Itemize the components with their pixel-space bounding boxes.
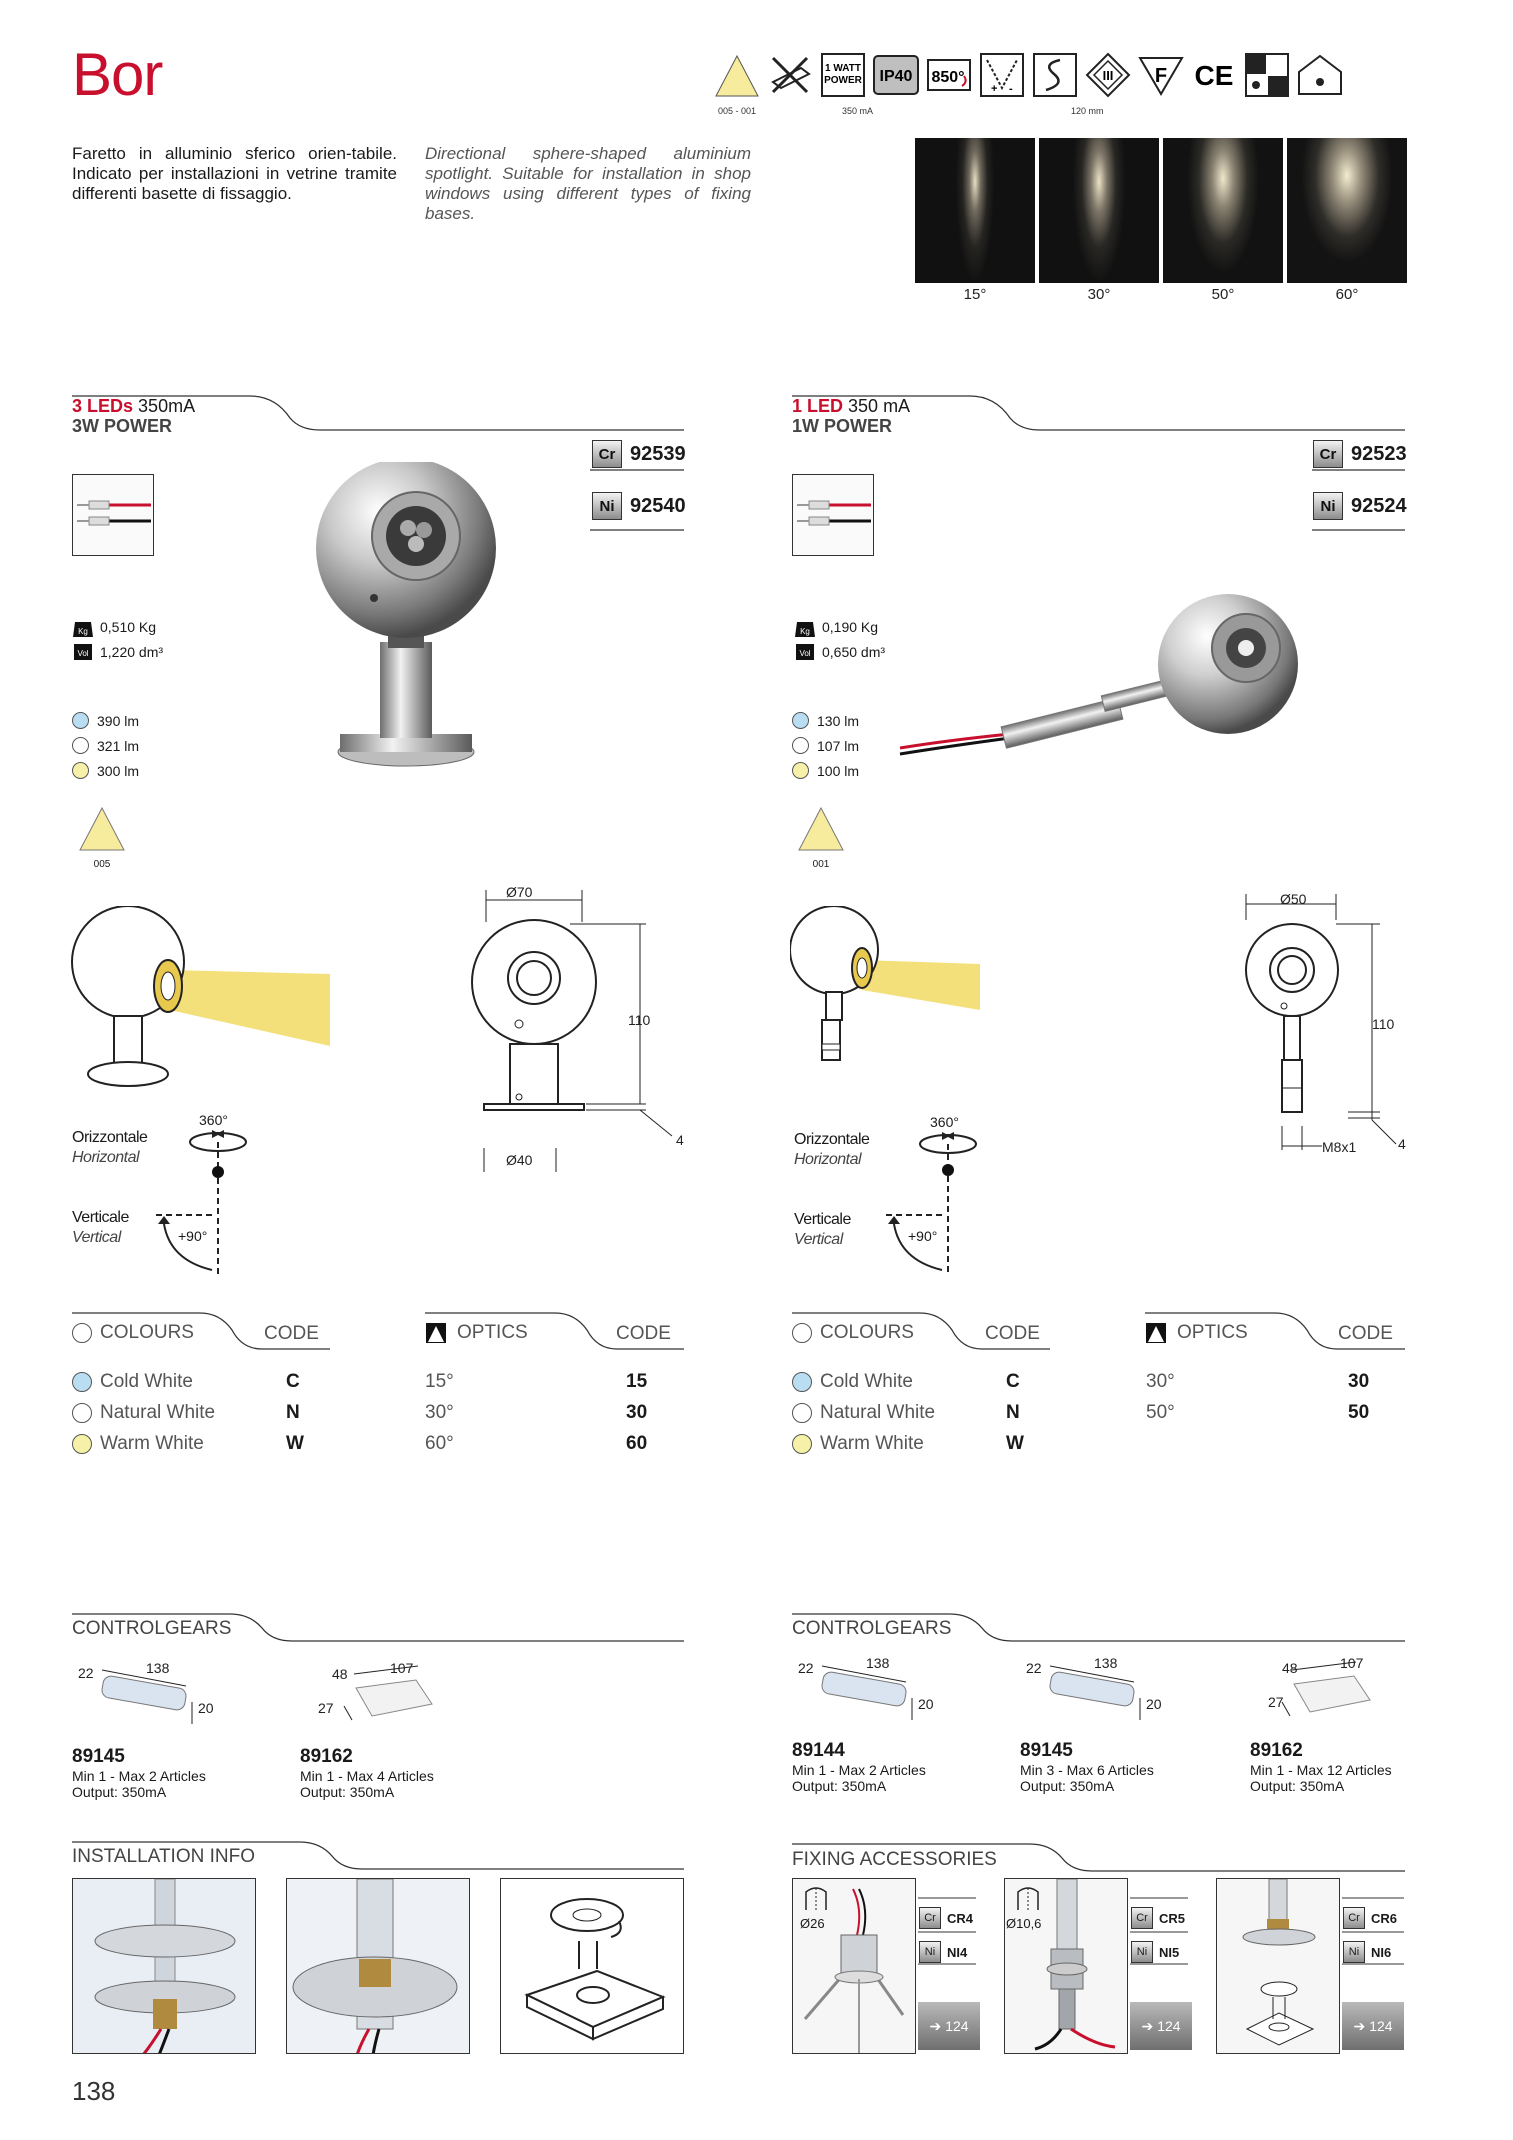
chrome-badge: Cr (1313, 440, 1343, 468)
colour-name: Cold White (100, 1370, 193, 1392)
left-dim-base: Ø40 (506, 1152, 533, 1168)
natural-white-dot (792, 737, 809, 754)
right-weight-row (794, 614, 885, 639)
gear-dim: 138 (866, 1655, 890, 1671)
colour-row (792, 1366, 935, 1397)
accessory-ni-code: NI6 (1371, 1944, 1392, 1960)
right-rotation-diagram (880, 1114, 980, 1284)
left-controlgears-head: CONTROLGEARS (72, 1618, 232, 1639)
gear-output: Output: 350mA (1250, 1778, 1345, 1794)
weight-icon (72, 616, 94, 638)
horizontal-it: Orizzontale (794, 1131, 870, 1148)
icon-sub-current: 350 mA (842, 106, 874, 116)
left-wire-icon (72, 474, 154, 556)
left-rotation-diagram (150, 1112, 250, 1282)
cold-white-dot (792, 1372, 812, 1392)
page-ref: 124 (1157, 2018, 1181, 2034)
left-colour-codes (286, 1366, 304, 1459)
gear-code: 89145 (1020, 1740, 1073, 1761)
lumen-row (792, 758, 859, 783)
left-led-count: 3 LEDs (72, 396, 134, 416)
optics-label: OPTICS (457, 1322, 528, 1343)
colour-name: Natural White (100, 1401, 216, 1423)
left-side-sketch (70, 906, 340, 1096)
optic-name: 15° (425, 1371, 454, 1392)
gear-dim: 107 (390, 1660, 414, 1676)
gear-output: Output: 350mA (300, 1784, 395, 1800)
left-dimension-drawing (450, 882, 690, 1172)
right-colours-code-head: CODE (985, 1323, 1040, 1344)
chrome-badge: Cr (1343, 1907, 1365, 1929)
right-gear-3 (1250, 1740, 1392, 1794)
left-weight: 0,510 Kg (100, 618, 157, 635)
cold-white-dot (792, 712, 809, 729)
right-rot-v-deg: +90° (908, 1228, 938, 1244)
gear-output: Output: 350mA (72, 1784, 167, 1800)
colour-row (72, 1366, 215, 1397)
arrow-right-icon: ➔ (1141, 2017, 1154, 2034)
optic-code: 60 (626, 1433, 648, 1454)
gear-articles: Min 1 - Max 2 Articles (72, 1768, 206, 1784)
lumen-value: 107 lm (817, 737, 860, 754)
optic-code: 15 (626, 1371, 648, 1392)
left-horizontal-label (72, 1128, 147, 1168)
lumen-row (792, 733, 859, 758)
colours-icon (72, 1323, 92, 1343)
colour-code: W (286, 1433, 304, 1454)
colours-icon (792, 1323, 812, 1343)
accessory-diameter: Ø10,6 (1006, 1916, 1042, 1931)
description-english: Directional sphere-shaped aluminium spotlight. Suitable for installation in shop windows using different types of fixing bases. (425, 144, 751, 223)
right-weight-volume (794, 614, 885, 664)
arrow-right-icon: ➔ (929, 2017, 942, 2034)
left-dim-foot: 4 (676, 1132, 684, 1148)
left-colours-head (72, 1322, 194, 1344)
lumen-value: 100 lm (817, 762, 860, 779)
natural-white-dot (72, 1403, 92, 1423)
accessory-cr-code: CR4 (947, 1910, 974, 1926)
right-led-count: 1 LED (792, 396, 844, 416)
gear-dim: 22 (1026, 1660, 1042, 1676)
right-lumens (792, 708, 859, 783)
right-optics-head (1145, 1322, 1248, 1344)
optics-icon (425, 1322, 447, 1344)
optic-name: 30° (1146, 1371, 1175, 1392)
natural-white-dot (72, 737, 89, 754)
colour-row (792, 1428, 935, 1459)
left-volume: 1,220 dm³ (100, 643, 164, 660)
gear-articles: Min 1 - Max 4 Articles (300, 1768, 434, 1784)
lumen-value: 300 lm (97, 762, 140, 779)
left-product-header (72, 396, 195, 436)
colour-name: Natural White (820, 1401, 936, 1423)
beam-label: 30° (1087, 286, 1111, 303)
nickel-badge: Ni (592, 492, 622, 520)
right-dim-foot: 4 (1398, 1136, 1406, 1152)
left-optics-list (425, 1366, 454, 1459)
nickel-badge: Ni (1131, 1941, 1153, 1963)
gear-dim: 20 (918, 1696, 934, 1712)
gear-dim: 48 (332, 1666, 348, 1682)
horizontal-en: Horizontal (72, 1149, 140, 1166)
optics-icon (1145, 1322, 1167, 1344)
left-weight-volume (72, 614, 163, 664)
right-dim-base: M8x1 (1322, 1139, 1357, 1155)
colour-name: Warm White (820, 1432, 924, 1454)
left-optics-head (425, 1322, 528, 1344)
right-colours-head (792, 1322, 914, 1344)
left-current: 350mA (138, 396, 196, 416)
gear-output: Output: 350mA (1020, 1778, 1115, 1794)
right-side-sketch (790, 906, 1010, 1086)
lumen-value: 130 lm (817, 712, 860, 729)
colour-code: W (1006, 1433, 1024, 1454)
accessory-cr-code: CR6 (1371, 1910, 1398, 1926)
svg-text:1 WATT: 1 WATT (825, 63, 861, 74)
left-code-cr-value: 92539 (630, 442, 686, 465)
nickel-badge: Ni (919, 1941, 941, 1963)
gear-articles: Min 1 - Max 2 Articles (792, 1762, 926, 1778)
triangle-warm-icon (797, 806, 845, 854)
right-optics-codes (1348, 1366, 1369, 1428)
beam-label: 60° (1335, 286, 1359, 303)
optic-name: 30° (425, 1402, 454, 1423)
warm-white-dot (792, 762, 809, 779)
right-dim-height: 110 (1372, 1016, 1395, 1032)
left-gear-2 (300, 1746, 434, 1800)
left-lumens (72, 708, 139, 783)
volume-icon (72, 641, 94, 663)
page-ref: 124 (945, 2018, 969, 2034)
left-optics-code-head: CODE (616, 1323, 671, 1344)
left-rot-h-deg: 360° (199, 1112, 228, 1128)
install-photo-2 (286, 1878, 470, 2054)
vertical-en: Vertical (794, 1231, 843, 1248)
left-code-ni (592, 492, 686, 520)
gear-dim: 27 (1268, 1694, 1284, 1710)
svg-text:+: + (991, 83, 998, 95)
svg-text:Vol: Vol (799, 648, 811, 658)
right-controlgears-head: CONTROLGEARS (792, 1618, 952, 1639)
optics-label: OPTICS (1177, 1322, 1248, 1343)
accessory-ni-code: NI5 (1159, 1944, 1180, 1960)
svg-text:Kg: Kg (78, 626, 88, 636)
right-weight: 0,190 Kg (822, 618, 879, 635)
right-product-header (792, 396, 910, 436)
gear-dim: 20 (1146, 1696, 1162, 1712)
svg-text:Kg: Kg (800, 626, 810, 636)
vertical-en: Vertical (72, 1229, 121, 1246)
svg-text:CE: CE (1194, 60, 1234, 91)
right-power: 1W POWER (792, 416, 893, 436)
lumen-value: 390 lm (97, 712, 140, 729)
left-code-ni-value: 92540 (630, 494, 686, 517)
gear-articles: Min 1 - Max 12 Articles (1250, 1762, 1392, 1778)
icon-sub-cable: 120 mm (1071, 106, 1104, 116)
right-code-ni (1313, 492, 1407, 520)
chrome-badge: Cr (919, 1907, 941, 1929)
weight-icon (794, 616, 816, 638)
gear-dim: 48 (1282, 1660, 1298, 1676)
colour-code: N (1006, 1402, 1020, 1423)
cold-white-dot (72, 1372, 92, 1392)
right-vertical-label (794, 1210, 851, 1250)
warm-white-dot (72, 762, 89, 779)
left-colours-list (72, 1366, 215, 1459)
gear-articles: Min 3 - Max 6 Articles (1020, 1762, 1154, 1778)
lumen-value: 321 lm (97, 737, 140, 754)
gear-dim: 22 (78, 1665, 94, 1681)
icon-sub-range: 005 - 001 (718, 106, 757, 116)
left-optics-codes (626, 1366, 647, 1459)
colour-name: Warm White (100, 1432, 204, 1454)
lumen-row (72, 733, 139, 758)
right-code-ni-value: 92524 (1351, 494, 1407, 517)
colours-label: COLOURS (820, 1322, 914, 1343)
colour-row (72, 1428, 215, 1459)
beam-label: 15° (963, 286, 987, 303)
right-colour-codes (1006, 1366, 1024, 1459)
triangle-warm-icon (78, 806, 126, 854)
horizontal-en: Horizontal (794, 1151, 862, 1168)
left-product-photo (256, 462, 556, 784)
lumen-row (72, 758, 139, 783)
svg-text:-: - (1009, 83, 1013, 95)
lumen-row (72, 708, 139, 733)
right-optics-list (1146, 1366, 1175, 1428)
gear-dim: 138 (146, 1660, 170, 1676)
beam-label: 50° (1211, 286, 1235, 303)
gear-code: 89162 (1250, 1740, 1303, 1761)
vertical-it: Verticale (72, 1209, 129, 1226)
right-gear-2 (1020, 1740, 1154, 1794)
vertical-it: Verticale (794, 1211, 851, 1228)
page-number: 138 (72, 2076, 116, 2106)
gear-code: 89144 (792, 1740, 845, 1761)
left-volume-row (72, 639, 163, 664)
chrome-badge: Cr (592, 440, 622, 468)
colour-row (792, 1397, 935, 1428)
install-photo-1 (72, 1878, 256, 2054)
left-dim-height: 110 (628, 1012, 651, 1028)
right-code-cr (1313, 440, 1407, 468)
description-italian: Faretto in alluminio sferico orien-tabile. Indicato per installazioni in vetrine tramite differenti basette di fissaggio. (72, 144, 397, 203)
left-dim-top: Ø70 (506, 884, 533, 900)
volume-icon (794, 641, 816, 663)
right-volume: 0,650 dm³ (822, 643, 886, 660)
svg-text:IP40: IP40 (879, 68, 913, 85)
warm-white-dot (792, 1434, 812, 1454)
accessory-diameter: Ø26 (800, 1916, 825, 1931)
installation-head: INSTALLATION INFO (72, 1846, 255, 1867)
right-optics-code-head: CODE (1338, 1323, 1393, 1344)
right-triangle (797, 806, 845, 870)
gear-dim: 22 (798, 1660, 814, 1676)
nickel-badge: Ni (1313, 492, 1343, 520)
warm-white-dot (72, 1434, 92, 1454)
arrow-right-icon: ➔ (1353, 2017, 1366, 2034)
horizontal-it: Orizzontale (72, 1129, 148, 1146)
gear-dim: 20 (198, 1700, 214, 1716)
left-code-cr (592, 440, 686, 468)
colours-label: COLOURS (100, 1322, 194, 1343)
gear-code: 89162 (300, 1746, 353, 1767)
recessed-diameter-icon (798, 1882, 834, 1918)
right-rot-h-deg: 360° (930, 1114, 959, 1130)
install-diagram (500, 1878, 684, 2054)
page-ref: 124 (1369, 2018, 1393, 2034)
cold-white-dot (72, 712, 89, 729)
optic-code: 50 (1348, 1402, 1370, 1423)
svg-text:F: F (1154, 65, 1168, 87)
accessory-divider-lines (918, 1878, 1408, 2054)
right-dim-top: Ø50 (1280, 891, 1307, 907)
colour-row (72, 1397, 215, 1428)
right-product-photo (890, 580, 1310, 780)
colour-name: Cold White (820, 1370, 913, 1392)
left-triangle (78, 806, 126, 870)
colour-code: C (1006, 1371, 1020, 1392)
left-weight-row (72, 614, 163, 639)
colour-code: C (286, 1371, 300, 1392)
left-gear-1 (72, 1746, 206, 1800)
colour-code: N (286, 1402, 300, 1423)
nickel-badge: Ni (1343, 1941, 1365, 1963)
right-current: 350 mA (848, 396, 911, 416)
right-triangle-label: 001 (812, 859, 830, 870)
svg-text:Vol: Vol (77, 648, 89, 658)
left-power: 3W POWER (72, 416, 173, 436)
right-gear-1 (792, 1740, 926, 1794)
gear-dim: 27 (318, 1700, 334, 1716)
svg-text:III: III (1102, 68, 1114, 83)
right-horizontal-label (794, 1130, 869, 1170)
accessory-cr-code: CR5 (1159, 1910, 1186, 1926)
chrome-badge: Cr (1131, 1907, 1153, 1929)
right-wire-icon (792, 474, 874, 556)
optic-code: 30 (626, 1402, 648, 1423)
lumen-row (792, 708, 859, 733)
fixing-accessories-head: FIXING ACCESSORIES (792, 1849, 997, 1870)
gear-output: Output: 350mA (792, 1778, 887, 1794)
page-title: Bor (72, 41, 163, 108)
left-colours-code-head: CODE (264, 1323, 319, 1344)
right-colours-list (792, 1366, 935, 1459)
gear-dim: 107 (1340, 1655, 1364, 1671)
natural-white-dot (792, 1403, 812, 1423)
gear-dim: 138 (1094, 1655, 1118, 1671)
accessory-ni-code: NI4 (947, 1944, 968, 1960)
svg-text:850°: 850° (931, 69, 965, 86)
optic-name: 60° (425, 1433, 454, 1454)
gear-code: 89145 (72, 1746, 125, 1767)
left-rot-v-deg: +90° (178, 1228, 208, 1244)
left-triangle-label: 005 (93, 859, 111, 870)
right-volume-row (794, 639, 885, 664)
optic-name: 50° (1146, 1402, 1175, 1423)
optic-code: 30 (1348, 1371, 1370, 1392)
right-code-cr-value: 92523 (1351, 442, 1407, 465)
svg-text:POWER: POWER (824, 75, 862, 86)
left-vertical-label (72, 1208, 129, 1248)
